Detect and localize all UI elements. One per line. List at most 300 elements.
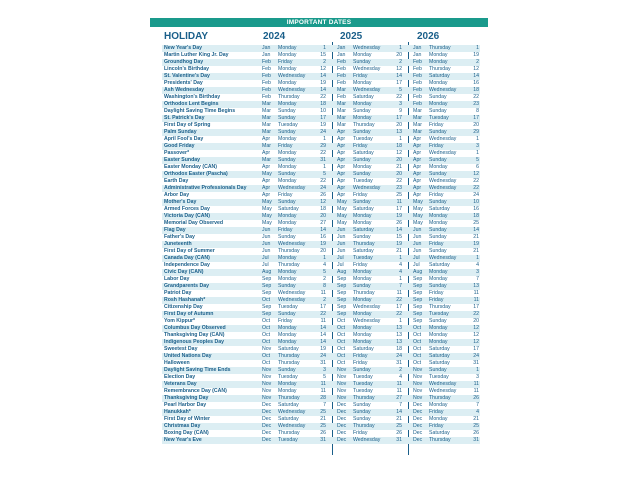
- day-2026: 3: [476, 269, 479, 275]
- month-2026: Oct: [413, 353, 422, 359]
- month-2025: Dec: [337, 423, 347, 429]
- weekday-2024: Friday: [278, 143, 293, 149]
- weekday-2024: Wednesday: [278, 241, 306, 247]
- table-row: [162, 234, 480, 241]
- month-2024: Feb: [262, 66, 271, 72]
- day-2026: 12: [473, 332, 479, 338]
- holiday-name: Grandparents Day: [164, 283, 209, 289]
- month-2026: May: [413, 199, 423, 205]
- day-2026: 22: [473, 94, 479, 100]
- day-2025: 14: [396, 73, 402, 79]
- day-2026: 22: [473, 311, 479, 317]
- month-2024: Oct: [262, 339, 271, 345]
- weekday-2026: Saturday: [429, 206, 450, 212]
- day-2024: 11: [320, 290, 326, 296]
- holiday-name: Arbor Day: [164, 192, 190, 198]
- day-2026: 21: [473, 234, 479, 240]
- weekday-2026: Saturday: [429, 353, 450, 359]
- month-2026: Dec: [413, 423, 423, 429]
- weekday-2026: Monday: [429, 416, 448, 422]
- day-2026: 11: [473, 388, 479, 394]
- month-2024: Jun: [262, 248, 271, 254]
- day-2025: 13: [396, 339, 402, 345]
- month-2026: Jun: [413, 234, 422, 240]
- month-2025: Oct: [337, 325, 346, 331]
- day-2025: 15: [396, 234, 402, 240]
- month-2025: Apr: [337, 185, 346, 191]
- table-row: [162, 66, 480, 73]
- month-2025: Oct: [337, 332, 346, 338]
- day-2024: 19: [320, 241, 326, 247]
- weekday-2026: Saturday: [429, 346, 450, 352]
- month-2025: Mar: [337, 122, 346, 128]
- day-2026: 3: [476, 374, 479, 380]
- weekday-2024: Monday: [278, 66, 297, 72]
- weekday-2025: Monday: [353, 101, 372, 107]
- holiday-name: Labor Day: [164, 276, 190, 282]
- month-2026: Dec: [413, 430, 423, 436]
- day-2024: 22: [320, 150, 326, 156]
- holiday-name: Christmas Day: [164, 423, 201, 429]
- month-2026: May: [413, 220, 423, 226]
- month-2025: Dec: [337, 430, 347, 436]
- weekday-2026: Thursday: [429, 304, 451, 310]
- holiday-name: Earth Day: [164, 178, 189, 184]
- weekday-2025: Friday: [353, 73, 368, 79]
- weekday-2024: Wednesday: [278, 290, 306, 296]
- weekday-2025: Wednesday: [353, 66, 381, 72]
- month-2025: Oct: [337, 353, 346, 359]
- weekday-2026: Wednesday: [429, 255, 457, 261]
- month-2024: May: [262, 171, 272, 177]
- day-2026: 22: [473, 178, 479, 184]
- month-2025: Feb: [337, 59, 346, 65]
- weekday-2024: Friday: [278, 227, 293, 233]
- day-2025: 11: [396, 381, 402, 387]
- day-2025: 20: [396, 171, 402, 177]
- table-row: [162, 297, 480, 304]
- holiday-header: HOLIDAY: [164, 31, 209, 42]
- month-2025: Nov: [337, 395, 347, 401]
- day-2024: 19: [320, 80, 326, 86]
- day-2024: 20: [320, 248, 326, 254]
- day-2025: 4: [399, 374, 402, 380]
- day-2025: 22: [396, 178, 402, 184]
- weekday-2025: Thursday: [353, 241, 375, 247]
- holiday-name: Administrative Professionals Day: [164, 185, 247, 191]
- weekday-2025: Sunday: [353, 199, 371, 205]
- weekday-2024: Wednesday: [278, 87, 306, 93]
- day-2026: 19: [473, 241, 479, 247]
- month-2024: Nov: [262, 374, 272, 380]
- month-2025: Feb: [337, 94, 346, 100]
- day-2024: 26: [320, 192, 326, 198]
- month-2026: Sep: [413, 290, 423, 296]
- month-2026: Aug: [413, 269, 423, 275]
- day-2025: 12: [396, 66, 402, 72]
- day-2025: 14: [396, 409, 402, 415]
- day-2024: 20: [320, 213, 326, 219]
- table-row: [162, 402, 480, 409]
- weekday-2024: Monday: [278, 136, 297, 142]
- weekday-2026: Monday: [429, 276, 448, 282]
- month-2024: Apr: [262, 185, 271, 191]
- weekday-2026: Saturday: [429, 430, 450, 436]
- weekday-2026: Thursday: [429, 66, 451, 72]
- month-2024: Feb: [262, 94, 271, 100]
- day-2024: 2: [323, 59, 326, 65]
- weekday-2024: Monday: [278, 213, 297, 219]
- day-2026: 20: [473, 122, 479, 128]
- day-2025: 17: [396, 80, 402, 86]
- day-2026: 21: [473, 416, 479, 422]
- month-2025: Nov: [337, 367, 347, 373]
- weekday-2025: Monday: [353, 276, 372, 282]
- day-2025: 21: [396, 416, 402, 422]
- day-2025: 31: [396, 437, 402, 443]
- holiday-name: Thanksgiving Day: [164, 395, 209, 401]
- month-2025: Nov: [337, 381, 347, 387]
- month-2024: Apr: [262, 192, 271, 198]
- month-2026: Sep: [413, 304, 423, 310]
- weekday-2026: Wednesday: [429, 150, 457, 156]
- table-row: [162, 283, 480, 290]
- day-2026: 23: [473, 101, 479, 107]
- day-2025: 4: [399, 262, 402, 268]
- table-row: [162, 136, 480, 143]
- weekday-2026: Monday: [429, 325, 448, 331]
- weekday-2024: Sunday: [278, 311, 296, 317]
- weekday-2024: Sunday: [278, 108, 296, 114]
- day-2025: 12: [396, 150, 402, 156]
- weekday-2024: Saturday: [278, 416, 299, 422]
- month-2026: Apr: [413, 150, 422, 156]
- day-2024: 31: [320, 437, 326, 443]
- weekday-2025: Saturday: [353, 94, 374, 100]
- day-2026: 1: [476, 255, 479, 261]
- weekday-2025: Thursday: [353, 423, 375, 429]
- holiday-name: Patriot Day: [164, 290, 192, 296]
- weekday-2024: Thursday: [278, 248, 300, 254]
- weekday-2024: Tuesday: [278, 374, 298, 380]
- month-2024: Apr: [262, 136, 271, 142]
- day-2026: 11: [473, 290, 479, 296]
- weekday-2025: Wednesday: [353, 185, 381, 191]
- weekday-2024: Monday: [278, 339, 297, 345]
- month-2024: Oct: [262, 360, 271, 366]
- month-2024: Apr: [262, 164, 271, 170]
- month-2024: Dec: [262, 430, 272, 436]
- weekday-2026: Monday: [429, 339, 448, 345]
- table-row: [162, 129, 480, 136]
- weekday-2025: Monday: [353, 164, 372, 170]
- month-2026: Jul: [413, 262, 420, 268]
- month-2024: Nov: [262, 346, 272, 352]
- month-2025: Sep: [337, 290, 347, 296]
- weekday-2024: Sunday: [278, 171, 296, 177]
- day-2024: 5: [323, 374, 326, 380]
- holiday-name: Remembrance Day (CAN): [164, 388, 227, 394]
- month-2026: Dec: [413, 437, 423, 443]
- day-2025: 13: [396, 129, 402, 135]
- month-2024: Sep: [262, 304, 272, 310]
- day-2025: 13: [396, 332, 402, 338]
- holiday-name: St. Patrick's Day: [164, 115, 205, 121]
- weekday-2026: Friday: [429, 241, 444, 247]
- weekday-2025: Saturday: [353, 248, 374, 254]
- weekday-2025: Wednesday: [353, 304, 381, 310]
- month-2024: May: [262, 199, 272, 205]
- day-2025: 22: [396, 94, 402, 100]
- month-2024: Sep: [262, 276, 272, 282]
- day-2024: 14: [320, 325, 326, 331]
- month-2025: Dec: [337, 437, 347, 443]
- month-2025: Nov: [337, 374, 347, 380]
- weekday-2024: Monday: [278, 220, 297, 226]
- month-2026: Sep: [413, 276, 423, 282]
- weekday-2025: Saturday: [353, 150, 374, 156]
- weekday-2025: Sunday: [353, 234, 371, 240]
- table-row: [162, 409, 480, 416]
- month-2025: Feb: [337, 80, 346, 86]
- weekday-2026: Friday: [429, 423, 444, 429]
- weekday-2024: Monday: [278, 276, 297, 282]
- holiday-name: Indigenous Peoples Day: [164, 339, 224, 345]
- weekday-2026: Sunday: [429, 94, 447, 100]
- table-row: [162, 101, 480, 108]
- month-2024: Jul: [262, 255, 269, 261]
- day-2024: 26: [320, 430, 326, 436]
- weekday-2026: Sunday: [429, 234, 447, 240]
- month-2026: Feb: [413, 73, 422, 79]
- month-2026: Apr: [413, 143, 422, 149]
- month-2026: Nov: [413, 388, 423, 394]
- weekday-2024: Sunday: [278, 367, 296, 373]
- month-2025: Apr: [337, 143, 346, 149]
- holiday-name: Civic Day (CAN): [164, 269, 204, 275]
- month-2025: Mar: [337, 87, 346, 93]
- month-2025: Apr: [337, 164, 346, 170]
- weekday-2025: Tuesday: [353, 136, 373, 142]
- day-2025: 22: [396, 297, 402, 303]
- weekday-2025: Sunday: [353, 402, 371, 408]
- day-2026: 19: [473, 52, 479, 58]
- weekday-2025: Wednesday: [353, 318, 381, 324]
- day-2026: 14: [473, 73, 479, 79]
- month-2025: Feb: [337, 66, 346, 72]
- title-banner: IMPORTANT DATES: [150, 18, 488, 27]
- weekday-2026: Sunday: [429, 367, 447, 373]
- day-2024: 25: [320, 409, 326, 415]
- weekday-2026: Monday: [429, 164, 448, 170]
- weekday-2026: Sunday: [429, 129, 447, 135]
- day-2025: 1: [399, 136, 402, 142]
- day-2025: 17: [396, 115, 402, 121]
- table-row: [162, 332, 480, 339]
- holiday-name: Election Day: [164, 374, 196, 380]
- weekday-2026: Wednesday: [429, 388, 457, 394]
- weekday-2026: Sunday: [429, 227, 447, 233]
- day-2026: 12: [473, 171, 479, 177]
- month-2025: Sep: [337, 276, 347, 282]
- weekday-2025: Monday: [353, 80, 372, 86]
- month-2026: Nov: [413, 367, 423, 373]
- month-2025: Mar: [337, 108, 346, 114]
- weekday-2026: Wednesday: [429, 87, 457, 93]
- table-row: [162, 220, 480, 227]
- month-2026: Nov: [413, 374, 423, 380]
- weekday-2026: Sunday: [429, 248, 447, 254]
- weekday-2026: Tuesday: [429, 115, 449, 121]
- day-2026: 22: [473, 185, 479, 191]
- day-2025: 22: [396, 311, 402, 317]
- day-2026: 20: [473, 318, 479, 324]
- day-2025: 2: [399, 59, 402, 65]
- month-2024: Feb: [262, 87, 271, 93]
- month-2024: Jun: [262, 234, 271, 240]
- day-2024: 2: [323, 297, 326, 303]
- table-row: [162, 143, 480, 150]
- weekday-2024: Saturday: [278, 402, 299, 408]
- weekday-2025: Sunday: [353, 409, 371, 415]
- month-2024: Dec: [262, 409, 272, 415]
- weekday-2025: Monday: [353, 52, 372, 58]
- table-row: [162, 45, 480, 52]
- month-2024: Jun: [262, 241, 271, 247]
- month-2026: Apr: [413, 164, 422, 170]
- day-2025: 1: [399, 255, 402, 261]
- day-2024: 16: [320, 234, 326, 240]
- month-2025: Oct: [337, 346, 346, 352]
- month-2026: Feb: [413, 66, 422, 72]
- weekday-2025: Friday: [353, 262, 368, 268]
- month-2026: Sep: [413, 318, 423, 324]
- day-2026: 14: [473, 227, 479, 233]
- day-2024: 24: [320, 185, 326, 191]
- month-2025: Jun: [337, 227, 346, 233]
- holiday-name: Memorial Day Observed: [164, 220, 224, 226]
- month-2025: Oct: [337, 318, 346, 324]
- month-2026: Jan: [413, 52, 422, 58]
- weekday-2026: Friday: [429, 290, 444, 296]
- month-2024: Mar: [262, 129, 271, 135]
- weekday-2024: Sunday: [278, 283, 296, 289]
- day-2025: 26: [396, 220, 402, 226]
- month-2026: Sep: [413, 283, 423, 289]
- weekday-2024: Thursday: [278, 262, 300, 268]
- weekday-2026: Wednesday: [429, 381, 457, 387]
- weekday-2026: Wednesday: [429, 178, 457, 184]
- holiday-name: First Day of Summer: [164, 248, 215, 254]
- weekday-2025: Saturday: [353, 206, 374, 212]
- day-2026: 2: [476, 59, 479, 65]
- weekday-2024: Thursday: [278, 395, 300, 401]
- day-2025: 21: [396, 248, 402, 254]
- weekday-2026: Monday: [429, 101, 448, 107]
- month-2026: Apr: [413, 185, 422, 191]
- weekday-2026: Thursday: [429, 437, 451, 443]
- day-2024: 11: [320, 388, 326, 394]
- table-row: [162, 430, 480, 437]
- month-2025: Oct: [337, 360, 346, 366]
- weekday-2026: Sunday: [429, 157, 447, 163]
- table-row: [162, 381, 480, 388]
- month-2026: Dec: [413, 409, 423, 415]
- day-2026: 1: [476, 136, 479, 142]
- day-2026: 25: [473, 423, 479, 429]
- weekday-2025: Sunday: [353, 416, 371, 422]
- weekday-2025: Saturday: [353, 227, 374, 233]
- month-2025: Apr: [337, 178, 346, 184]
- month-2024: Dec: [262, 437, 272, 443]
- weekday-2024: Sunday: [278, 129, 296, 135]
- table-row: [162, 164, 480, 171]
- holiday-name: Independence Day: [164, 262, 210, 268]
- table-row: [162, 325, 480, 332]
- weekday-2024: Wednesday: [278, 423, 306, 429]
- day-2026: 26: [473, 430, 479, 436]
- month-2026: Oct: [413, 346, 422, 352]
- weekday-2024: Monday: [278, 150, 297, 156]
- weekday-2024: Sunday: [278, 115, 296, 121]
- weekday-2025: Wednesday: [353, 45, 381, 51]
- table-row: [162, 157, 480, 164]
- weekday-2024: Monday: [278, 325, 297, 331]
- weekday-2024: Monday: [278, 255, 297, 261]
- day-2024: 14: [320, 339, 326, 345]
- weekday-2026: Saturday: [429, 360, 450, 366]
- day-2024: 29: [320, 143, 326, 149]
- table-row: [162, 73, 480, 80]
- month-2024: Feb: [262, 73, 271, 79]
- day-2025: 24: [396, 353, 402, 359]
- table-row: [162, 178, 480, 185]
- weekday-2025: Thursday: [353, 395, 375, 401]
- month-2024: Oct: [262, 332, 271, 338]
- day-2025: 1: [399, 318, 402, 324]
- table-row: [162, 248, 480, 255]
- holiday-name: Columbus Day Observed: [164, 325, 226, 331]
- month-2024: Sep: [262, 311, 272, 317]
- table-row: [162, 108, 480, 115]
- holiday-name: Washington's Birthday: [164, 94, 221, 100]
- table-row: [162, 206, 480, 213]
- holiday-name: Flag Day: [164, 227, 186, 233]
- holiday-name: Groundhog Day: [164, 59, 204, 65]
- weekday-2024: Monday: [278, 80, 297, 86]
- day-2026: 26: [473, 395, 479, 401]
- day-2024: 11: [320, 318, 326, 324]
- day-2024: 27: [320, 220, 326, 226]
- holiday-name: First Day of Winter: [164, 416, 211, 422]
- day-2025: 31: [396, 360, 402, 366]
- month-2025: Sep: [337, 283, 347, 289]
- weekday-2024: Friday: [278, 192, 293, 198]
- holiday-name: Palm Sunday: [164, 129, 197, 135]
- weekday-2025: Sunday: [353, 59, 371, 65]
- day-2025: 11: [396, 388, 402, 394]
- month-2024: Nov: [262, 395, 272, 401]
- day-2025: 11: [396, 290, 402, 296]
- month-2026: Mar: [413, 122, 422, 128]
- month-2025: Aug: [337, 269, 347, 275]
- month-2024: Oct: [262, 325, 271, 331]
- month-2026: Feb: [413, 59, 422, 65]
- table-row: [162, 262, 480, 269]
- day-2024: 15: [320, 52, 326, 58]
- day-2026: 12: [473, 339, 479, 345]
- holiday-name: First Day of Spring: [164, 122, 211, 128]
